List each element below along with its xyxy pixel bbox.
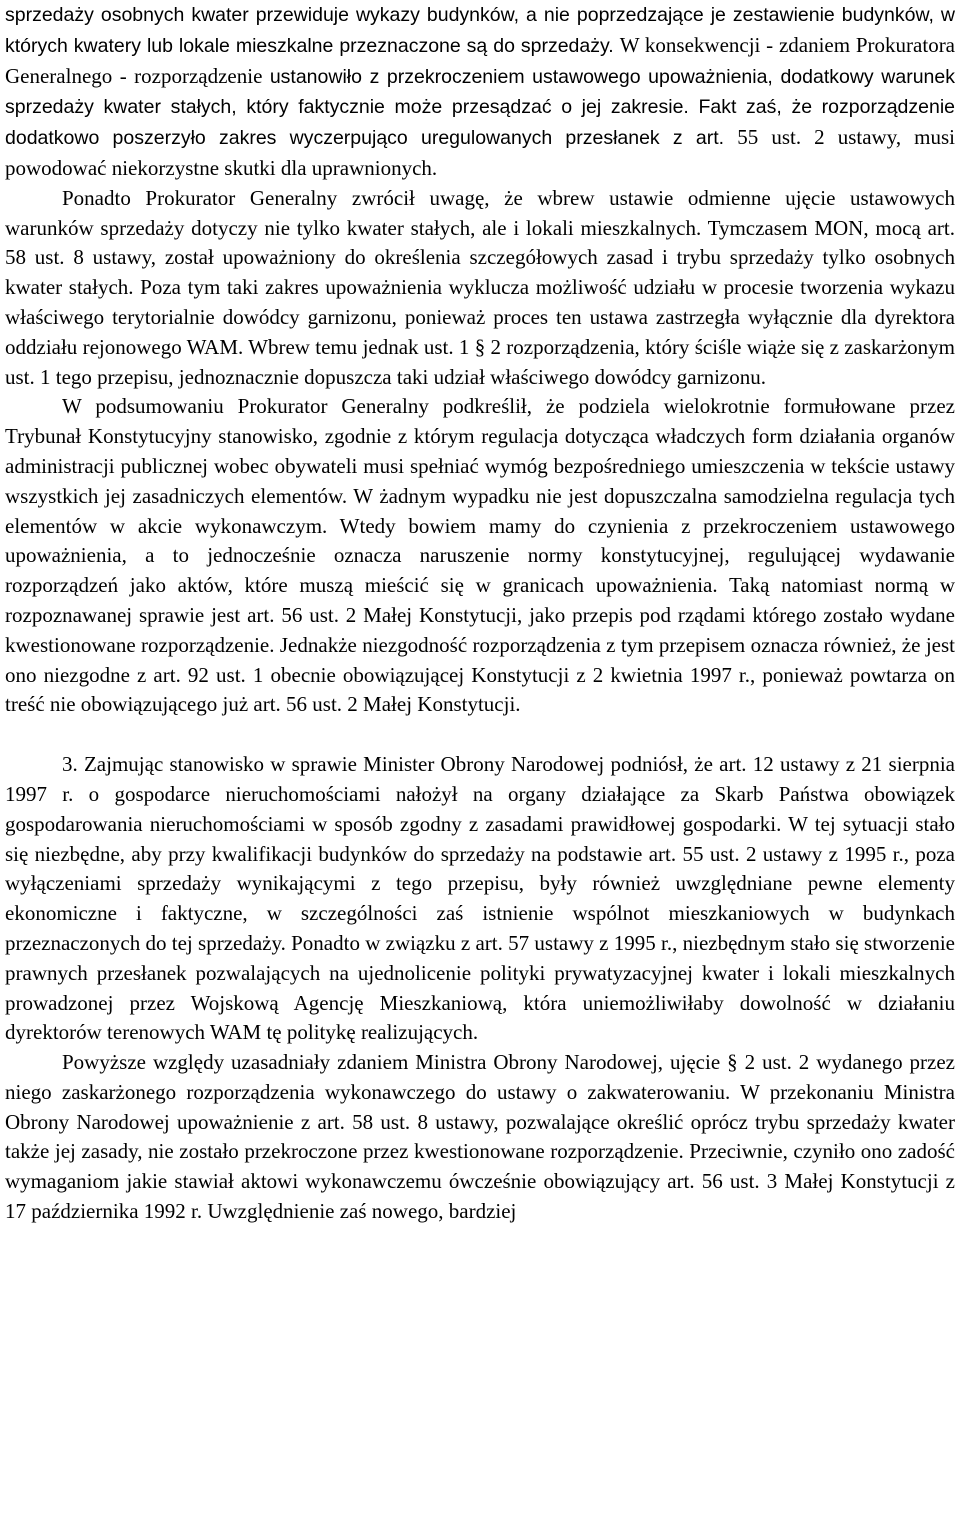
paragraph-prokurator-mon — [5, 184, 955, 393]
text-segment: 55 ust. 2 ustawy, musi powodować niekorzystne skutki dla uprawnionych. — [5, 125, 956, 180]
paragraph-section-3 — [5, 750, 955, 1048]
text-segment: Powyższe względy uzasadniały zdaniem Ministra Obrony Narodowej, ujęcie § 2 ust. 2 wydanego przez niego zaskarżonego rozporządzenia wykonawczego do ustawy o zakwaterowaniu. W przekonaniu Ministra Obrony Narodowej upoważnienie z art. 58 ust. 8 ustawy, pozwalające określić oprócz trybu sprzedaży kwater także jej zasady, nie zostało przekroczone przez kwestionowane rozporządzenie. Przeciwnie, czyniło ono zadość wymaganiom jakie stawiał aktowi wykonawczemu ówcześnie obowiązujący art. 56 ust. 3 Małej Konstytucji z 17 października 1992 r. Uwzględnienie zaś nowego, bardziej — [5, 1050, 955, 1224]
paragraph-spacer — [5, 720, 955, 750]
paragraph-podsumowanie — [5, 392, 955, 720]
text-segment: ustanowiło z przekroczeniem ustawowego upoważnienia, dodatkowy warunek sprzedaży kwater stałych, który faktycznie może przesądzać o jej zakresie. Fakt zaś, że rozporządzenie dodatkowo poszerzyło zakres wyczerpująco uregulowanych przesłanek z art. — [5, 65, 955, 150]
paragraph-continuation — [5, 0, 955, 184]
text-segment: sprzedaży osobnych kwater przewiduje wykazy budynków, a nie poprzedzające je zestawienie budynków, w których kwatery lub lokale mieszkalne przeznaczone są do sprzedaży. — [5, 4, 955, 57]
text-segment: Ponadto Prokurator Generalny zwrócił uwagę, że wbrew ustawie odmienne ujęcie ustawowych warunków sprzedaży dotyczy nie tylko kwater stałych, ale i lokali mieszkalnych. Tymczasem MON, mocą art. 58 ust. 8 ustawy, został upoważniony do określenia szczegółowych zasad i trybu sprzedaży tylko osobnych kwater stałych. Poza tym taki zakres upoważnienia wyklucza możliwość udziału w procesie tworzenia wykazu właściwego terytorialnie dowódcy garnizonu, ponieważ proces ten ustawa zastrzegła wyłącznie dla dyrektora oddziału rejonowego WAM. Wbrew temu jednak ust. 1 § 2 rozporządzenia, który ściśle wiąże się z zaskarżonym ust. 1 tego przepisu, jednoznacznie dopuszcza taki udział właściwego dowódcy garnizonu. — [5, 185, 955, 389]
text-segment: W podsumowaniu Prokurator Generalny podkreślił, że podziela wielokrotnie formułowane przez Trybunał Konstytucyjny stanowisko, zgodnie z którym regulacja dotycząca władczych form działania organów administracji publicznej wobec obywateli musi spełniać wymóg bezpośredniego umieszczenia w tekście ustawy wszystkich jej zasadniczych elementów. W żadnym wypadku nie jest dopuszczalna samodzielna regulacja tych elementów w akcie wykonawczym. Wtedy bowiem mamy do czynienia z przekroczeniem ustawowego upoważnienia, a to jednocześnie oznacza naruszenie normy konstytucyjnej, regulującej wydawanie rozporządzeń jako aktów, które muszą mieścić się w granicach upoważnienia. Taką natomiast normą w rozpoznawanej sprawie jest art. 56 ust. 2 Małej Konstytucji, jako przepis pod rządami którego zostało wydane kwestionowane rozporządzenie. Jednakże niezgodność rozporządzenia z tym przepisem oznacza również, że jest ono niezgodne z art. 92 ust. 1 obecnie obowiązującej Konstytucji z 2 kwietnia 1997 r., ponieważ powtarza on treść nie obowiązującego już art. 56 ust. 2 Małej Konstytucji. — [5, 394, 955, 717]
text-segment: 3. Zajmując stanowisko w sprawie Minister Obrony Narodowej podniósł, że art. 12 ustawy z 21 sierpnia 1997 r. o gospodarce nieruchomościami nałożył na organy działające za Skarb Państwa obowiązek gospodarowania nieruchomościami w sposób zgodny z zasadami prawidłowej gospodarki. W tej sytuacji stało się niezbędne, aby przy kwalifikacji budynków do sprzedaży na podstawie art. 55 ust. 2 ustawy z 1995 r., poza wyłączeniami sprzedaży wynikającymi z tego przepisu, były również uwzględniane pewne elementy ekonomiczne i faktyczne, w szczególności zaś istnienie wspólnot mieszkaniowych w budynkach przeznaczonych do tej sprzedaży. Ponadto w związku z art. 57 ustawy z 1995 r., niezbędnym stało się stworzenie prawnych przesłanek pozwalających na ujednolicenie polityki prywatyzacyjnej kwater i lokali mieszkalnych prowadzonej przez Wojskową Agencję Mieszkaniową, która uniemożliwiłaby dowolność w działaniu dyrektorów terenowych WAM tę politykę realizujących. — [5, 752, 955, 1045]
paragraph-minister-reasons — [5, 1048, 955, 1227]
text-segment: W konsekwencji - zdaniem Prokuratora Generalnego - rozporządzenie — [5, 32, 956, 88]
